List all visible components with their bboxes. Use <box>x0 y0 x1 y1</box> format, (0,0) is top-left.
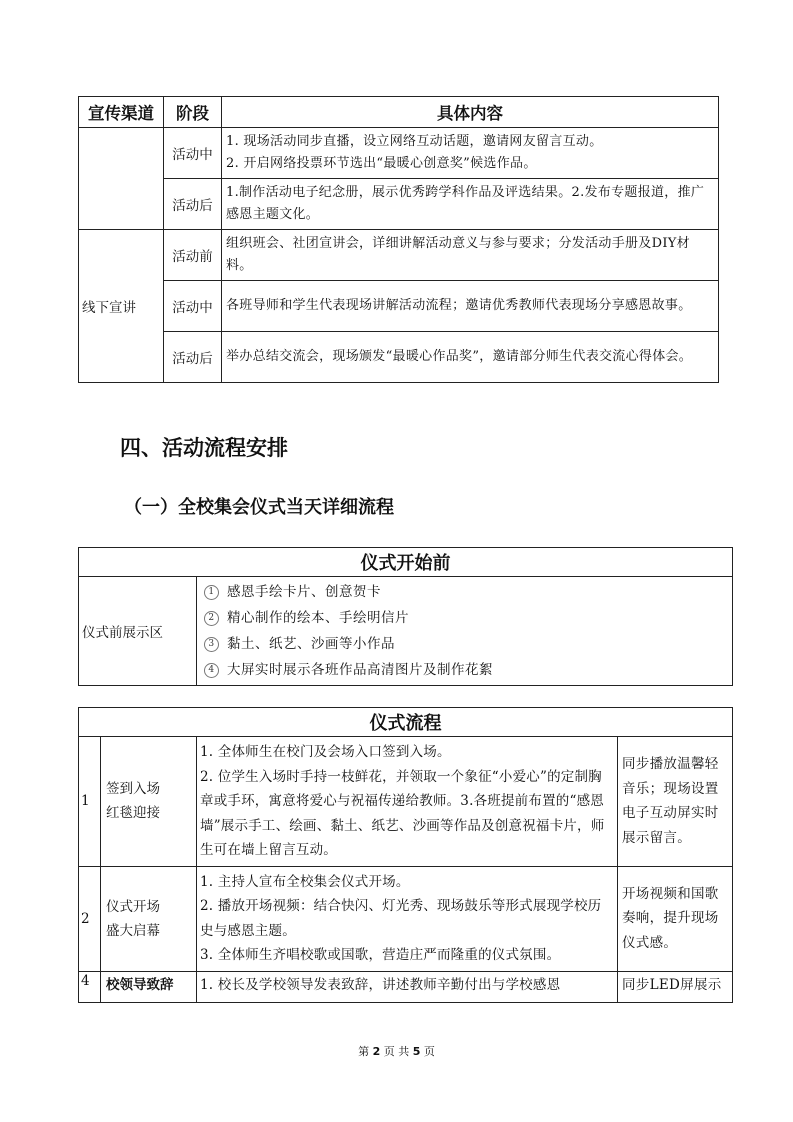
page-footer <box>0 1043 793 1059</box>
content-cell: 组织班会、社团宣讲会，详细讲解活动意义与参与要求；分发活动手册及DIY材料。 <box>222 230 719 281</box>
content-paragraph: 1. 主持人宣布全校集会仪式开场。 <box>200 873 410 890</box>
header-channel: 宣传渠道 <box>79 97 164 128</box>
header-content: 具体内容 <box>222 97 719 128</box>
number-badge: 1 <box>204 585 219 600</box>
step-note: 同步LED屏展示 <box>618 971 733 1002</box>
content-line: 2. 开启网络投票环节选出“最暖心创意奖”候选作品。 <box>226 156 537 171</box>
step-name: 校领导致辞 <box>101 971 197 1002</box>
table-title: 仪式开始前 <box>79 548 733 577</box>
stage-cell: 活动前 <box>164 230 222 281</box>
table-row <box>79 577 733 686</box>
stage-cell: 活动中 <box>164 128 222 179</box>
list-item <box>200 579 729 605</box>
content-cell: 各班导师和学生代表现场讲解活动流程；邀请优秀教师代表现场分享感恩故事。 <box>222 281 719 332</box>
table-row <box>79 179 719 230</box>
section-heading: 四、活动流程安排 <box>120 436 288 460</box>
list-item <box>200 605 729 631</box>
display-area-label: 仪式前展示区 <box>79 577 197 686</box>
table-row <box>79 332 719 383</box>
step-name-line: 红毯迎接 <box>106 805 160 822</box>
list-item <box>200 657 729 683</box>
step-name-line: 盛大启幕 <box>106 922 160 939</box>
step-name-line: 仪式开场 <box>106 898 160 915</box>
content-paragraph: 3. 全体师生齐唱校歌或国歌，营造庄严而隆重的仪式氛围。 <box>200 947 561 963</box>
pre-ceremony-table <box>78 547 733 686</box>
number-badge: 2 <box>204 611 219 626</box>
stage-cell: 活动后 <box>164 179 222 230</box>
step-number: 4 <box>79 971 101 1002</box>
step-name-line: 签到入场 <box>106 781 160 798</box>
stage-cell: 活动中 <box>164 281 222 332</box>
content-cell: 举办总结交流会，现场颁发“最暖心作品奖”，邀请部分师生代表交流心得体会。 <box>222 332 719 383</box>
step-content: 1. 校长及学校领导发表致辞，讲述教师辛勤付出与学校感恩 <box>197 971 618 1002</box>
ceremony-flow-table <box>78 707 733 1003</box>
promotion-channel-table <box>78 96 719 383</box>
step-note: 开场视频和国歌奏响，提升现场仪式感。 <box>618 866 733 971</box>
table-row <box>79 866 733 971</box>
list-item-text: 感恩手绘卡片、创意贺卡 <box>227 584 381 600</box>
step-name <box>101 737 197 867</box>
content-paragraph: 1. 全体师生在校门及会场入口签到入场。 <box>200 744 451 760</box>
channel-cell-online <box>79 128 164 230</box>
table-row <box>79 971 733 1002</box>
total-page-number: 5 <box>412 1045 421 1058</box>
step-note: 同步播放温馨轻音乐；现场设置电子互动屏实时展示留言。 <box>618 737 733 867</box>
content-line: 1. 现场活动同步直播，设立网络互动话题，邀请网友留言互动。 <box>226 134 603 149</box>
content-paragraph: 2. 位学生入场时手持一枝鲜花，并领取一个象征“小爱心”的定制胸章或手环，寓意将爱心与祝福传递给教师。3.各班提前布置的“感恩墙”展示手工、绘画、黏土、纸艺、沙画等作品及创意祝福卡片，师生可在墙上留言互动。 <box>200 768 605 858</box>
number-badge: 3 <box>204 637 219 652</box>
subsection-heading: （一）全校集会仪式当天详细流程 <box>124 497 394 518</box>
header-stage: 阶段 <box>164 97 222 128</box>
step-number: 1 <box>79 737 101 867</box>
list-item-text: 大屏实时展示各班作品高清图片及制作花絮 <box>227 662 493 678</box>
footer-prefix: 第 <box>358 1045 370 1058</box>
table-row <box>79 737 733 867</box>
stage-cell: 活动后 <box>164 332 222 383</box>
table-header-row <box>79 97 719 128</box>
list-item-text: 精心制作的绘本、手绘明信片 <box>227 610 409 626</box>
content-paragraph: 2. 播放开场视频：结合快闪、灯光秀、现场鼓乐等形式展现学校历史与感恩主题。 <box>200 898 602 939</box>
table-row <box>79 128 719 179</box>
step-name <box>101 866 197 971</box>
step-number: 2 <box>79 866 101 971</box>
list-item-text: 黏土、纸艺、沙画等小作品 <box>227 636 395 652</box>
step-content <box>197 866 618 971</box>
content-cell <box>222 128 719 179</box>
table-row <box>79 230 719 281</box>
list-item <box>200 631 729 657</box>
footer-suffix: 页 <box>423 1045 435 1058</box>
content-cell: 1.制作活动电子纪念册，展示优秀跨学科作品及评选结果。2.发布专题报道，推广感恩主题文化。 <box>222 179 719 230</box>
footer-middle: 页 共 <box>383 1045 410 1058</box>
table-row <box>79 281 719 332</box>
display-items <box>197 577 733 686</box>
current-page-number: 2 <box>372 1045 381 1058</box>
channel-cell-offline: 线下宣讲 <box>79 230 164 383</box>
table-title: 仪式流程 <box>79 708 733 737</box>
number-badge: 4 <box>204 663 219 678</box>
step-content <box>197 737 618 867</box>
